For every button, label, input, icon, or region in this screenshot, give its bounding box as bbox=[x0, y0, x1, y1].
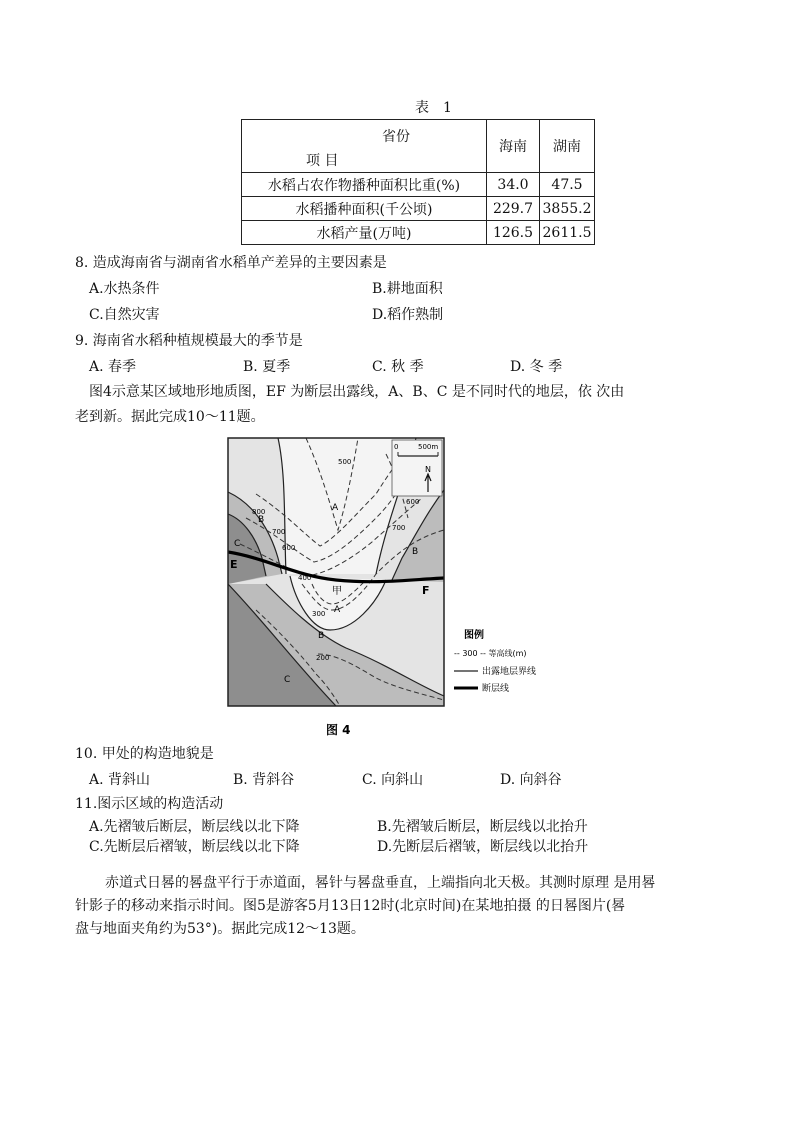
row-hunan: 47.5 bbox=[540, 173, 595, 197]
row-item: 水稻播种面积(千公顷) bbox=[242, 197, 487, 221]
contour-label: 300 bbox=[312, 610, 326, 618]
fig4-intro-line2: 老到新。据此完成10～11题。 bbox=[75, 409, 265, 425]
data-table bbox=[241, 119, 595, 245]
q8-option-b: B.耕地面积 bbox=[372, 281, 443, 297]
contour-label: 700 bbox=[272, 528, 286, 536]
q9-option-a: A. 春季 bbox=[89, 359, 137, 375]
contour-label: 600 bbox=[406, 498, 420, 506]
row-item: 水稻占农作物播种面积比重(%) bbox=[242, 173, 487, 197]
table-corner-cell bbox=[242, 120, 487, 173]
q11-option-d: D.先断层后褶皱，断层线以北抬升 bbox=[377, 839, 589, 855]
q10-option-d: D. 向斜谷 bbox=[500, 772, 562, 788]
q11-option-c: C.先断层后褶皱，断层线以北下降 bbox=[89, 839, 300, 855]
q10-stem: 10. 甲处的构造地貌是 bbox=[75, 746, 214, 762]
q10-option-c: C. 向斜山 bbox=[362, 772, 424, 788]
point-jia-label: 甲 bbox=[332, 586, 342, 597]
contour-label: 200 bbox=[316, 654, 330, 662]
layer-label: B bbox=[318, 631, 325, 641]
scale-zero-label: 0 bbox=[394, 443, 399, 451]
point-e-label: E bbox=[230, 558, 238, 571]
row-hunan: 3855.2 bbox=[540, 197, 595, 221]
contour-label: 600 bbox=[282, 544, 296, 552]
fig5-intro-line3: 盘与地面夹角约为53°)。据此完成12～13题。 bbox=[75, 921, 365, 937]
layer-label: C bbox=[284, 675, 291, 685]
corner-bottom-label: 项 目 bbox=[306, 153, 339, 169]
layer-label: B bbox=[412, 547, 419, 557]
contour-label: 700 bbox=[392, 524, 406, 532]
fig5-intro-line2: 针影子的移动来指示时间。图5是游客5月13日12时(北京时间)在某地拍摄 的日晷图片(晷 bbox=[75, 898, 626, 914]
q8-option-d: D.稻作熟制 bbox=[372, 307, 444, 323]
legend-fault: 断层线 bbox=[482, 684, 510, 694]
contour-label: 400 bbox=[298, 574, 312, 582]
q11-stem: 11.图示区域的构造活动 bbox=[75, 796, 224, 812]
legend-title: 图例 bbox=[464, 630, 484, 641]
q10-option-b: B. 背斜谷 bbox=[233, 772, 295, 788]
col-header-hainan: 海南 bbox=[487, 120, 540, 173]
table-header-row bbox=[242, 120, 595, 173]
table-row bbox=[242, 173, 595, 197]
q9-option-b: B. 夏季 bbox=[243, 359, 291, 375]
q9-stem: 9. 海南省水稻种植规模最大的季节是 bbox=[75, 333, 303, 349]
corner-top-label: 省份 bbox=[382, 129, 410, 145]
figure-4-caption: 图 4 bbox=[326, 723, 351, 737]
table-caption: 表 1 bbox=[415, 100, 452, 116]
q11-option-b: B.先褶皱后断层，断层线以北抬升 bbox=[377, 819, 588, 835]
q9-option-d: D. 冬 季 bbox=[510, 359, 563, 375]
legend-contour: -- 300 -- 等高线(m) bbox=[454, 649, 527, 658]
col-header-hunan: 湖南 bbox=[540, 120, 595, 173]
q10-option-a: A. 背斜山 bbox=[89, 772, 151, 788]
scale-length-label: 500m bbox=[418, 443, 439, 451]
table-row bbox=[242, 197, 595, 221]
point-f-label: F bbox=[422, 584, 430, 597]
q8-option-c: C.自然灾害 bbox=[89, 307, 160, 323]
figure-4-map bbox=[226, 434, 570, 744]
q9-option-c: C. 秋 季 bbox=[372, 359, 424, 375]
layer-label: C bbox=[234, 539, 241, 549]
table-row bbox=[242, 221, 595, 245]
q8-option-a: A.水热条件 bbox=[89, 281, 160, 297]
row-item: 水稻产量(万吨) bbox=[242, 221, 487, 245]
fig5-intro-line1: 赤道式日晷的晷盘平行于赤道面，晷针与晷盘垂直，上端指向北天极。其测时原理 是用晷 bbox=[105, 875, 656, 891]
row-hainan: 126.5 bbox=[487, 221, 540, 245]
contour-label: 500 bbox=[338, 458, 352, 466]
row-hainan: 34.0 bbox=[487, 173, 540, 197]
q8-stem: 8. 造成海南省与湖南省水稻单产差异的主要因素是 bbox=[75, 255, 387, 271]
north-label: N bbox=[425, 465, 431, 474]
layer-label: B bbox=[258, 515, 265, 525]
q11-option-a: A.先褶皱后断层，断层线以北下降 bbox=[89, 819, 300, 835]
row-hunan: 2611.5 bbox=[540, 221, 595, 245]
layer-label: A bbox=[334, 605, 341, 615]
row-hainan: 229.7 bbox=[487, 197, 540, 221]
fig4-intro-line1: 图4示意某区域地形地质图，EF 为断层出露线，A、B、C 是不同时代的地层，依 次由 bbox=[89, 384, 625, 400]
legend-boundary: 出露地层界线 bbox=[482, 667, 537, 677]
layer-label: A bbox=[332, 503, 339, 513]
contour-label: 800 bbox=[252, 508, 266, 516]
